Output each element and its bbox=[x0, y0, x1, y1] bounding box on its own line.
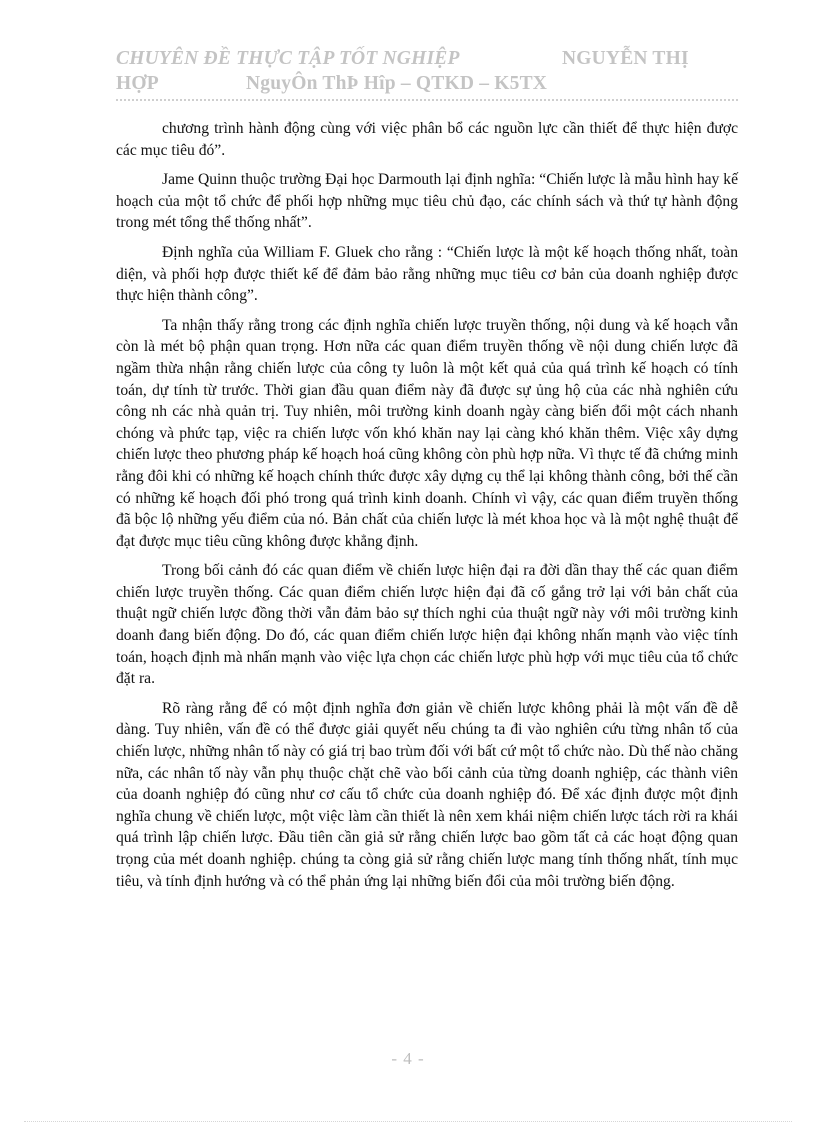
paragraph-strategy-definition: Rõ ràng rằng để có một định nghĩa đơn giản về chiến lược không phải là một vấn đề dễ dàng. Tuy nhiên, vấn đề có thể được giải quyết nếu chúng ta đi vào nghiên cứu từng nhân tố của chiến lược, những nhân tố này có giá trị bao trùm đối với bất cứ một tổ chức nào. Dù thế nào chăng nữa, các nhân tố này vẫn phụ thuộc chặt chẽ vào bối cảnh của từng doanh nghiệp, các thành viên của doanh nghiệp đó cũng như cơ cấu tổ chức của doanh nghiệp đó. Để xác định được một định nghĩa chung về chiến lược, một việc làm cần thiết là nên xem khái niệm chiến lược tách rời ra khái quá trình lập chiến lược. Đầu tiên cần giả sử rằng chiến lược bao gồm tất cả các hoạt động quan trọng của mét doanh nghiệp. chúng ta còng giả sử rằng chiến lược mang tính thống nhất, tính mục tiêu, và tính định hướng và có thể phản ứng lại những biến đổi của môi trường biến động. bbox=[116, 699, 738, 890]
paragraph-gluek-definition: Định nghĩa của William F. Gluek cho rằng : “Chiến lược là một kế hoạch thống nhất, toàn diện, và phối hợp được thiết kế để đảm bảo rằng những mục tiêu cơ bản của doanh nghiệp được thực hiện thành công”. bbox=[116, 243, 738, 305]
header-divider bbox=[116, 99, 738, 101]
page-number: - 4 - bbox=[391, 1049, 425, 1068]
paragraph-continuation: chương trình hành động cùng với việc phân bổ các nguồn lực cần thiết để thực hiện được các mục tiêu đó”. bbox=[116, 120, 738, 159]
header-author-course: NguyÔn ThÞ Hîp – QTKD – K5TX bbox=[246, 73, 548, 94]
paragraph-quinn-definition: Jame Quinn thuộc trường Đại học Darmouth lại định nghĩa: “Chiến lược là mẫu hình hay kế hoạch của một tổ chức để phối hợp những mục tiêu chủ đạo, các chính sách và thứ tự hành động trong mét tổng thể thống nhất”. bbox=[116, 171, 738, 232]
page-header bbox=[116, 46, 756, 96]
paragraph-traditional-views: Ta nhận thấy rằng trong các định nghĩa chiến lược truyền thống, nội dung và kế hoạch vẫn còn là mét bộ phận quan trọng. Hơn nữa các quan điểm truyền thống về nội dung chiến lược đã ngầm thừa nhận rằng chiến lược của công ty luôn là một kết quả của quá trình kế hoạch có tính toán, dự tính từ trước. Thời gian đầu quan điểm này đã được sự ủng hộ của các nhà nghiên cứu công nh các nhà quản trị. Tuy nhiên, môi trường kinh doanh ngày càng biến đổi một cách nhanh chóng và phức tạp, việc ra chiến lược vốn khó khăn nay lại càng khó khăn thêm. Việc xây dựng chiến lược theo phương pháp kế hoạch hoá cũng không còn phù hợp nữa. Vì thực tế đã chứng minh rằng đôi khi có những kế hoạch chính thức được xây dựng cụ thể lại không thành công, bởi thế cần có những kế hoạch đối phó trong quá trình kinh doanh. Chính vì vậy, các quan điểm truyền thống đã bộc lộ những yếu điểm của nó. Bản chất của chiến lược là mét khoa học và là một nghệ thuật để đạt được mục tiêu cũng không được khẳng định. bbox=[116, 316, 738, 550]
document-body bbox=[116, 118, 738, 892]
header-document-title: CHUYÊN ĐỀ THỰC TẬP TỐT NGHIỆP bbox=[116, 48, 460, 69]
header-author-name-cont: HỢP bbox=[116, 73, 159, 94]
header-author-name: NGUYỄN THỊ bbox=[562, 48, 689, 69]
footer-divider bbox=[24, 1121, 792, 1122]
paragraph-modern-views: Trong bối cảnh đó các quan điểm về chiến lược hiện đại ra đời dần thay thế các quan điểm chiến lược truyền thống. Các quan điểm chiến lược hiện đại đã cố gắng trở lại với bản chất của thuật ngữ chiến lược đồng thời vẫn đảm bảo sự thích nghi của thuật ngữ này với môi trường kinh doanh đang biến động. Do đó, các quan điểm chiến lược hiện đại không nhấn mạnh vào việc tính toán, hoạch định mà nhấn mạnh vào việc lựa chọn các chiến lược phù hợp với mục tiêu của tổ chức đặt ra. bbox=[116, 562, 738, 688]
